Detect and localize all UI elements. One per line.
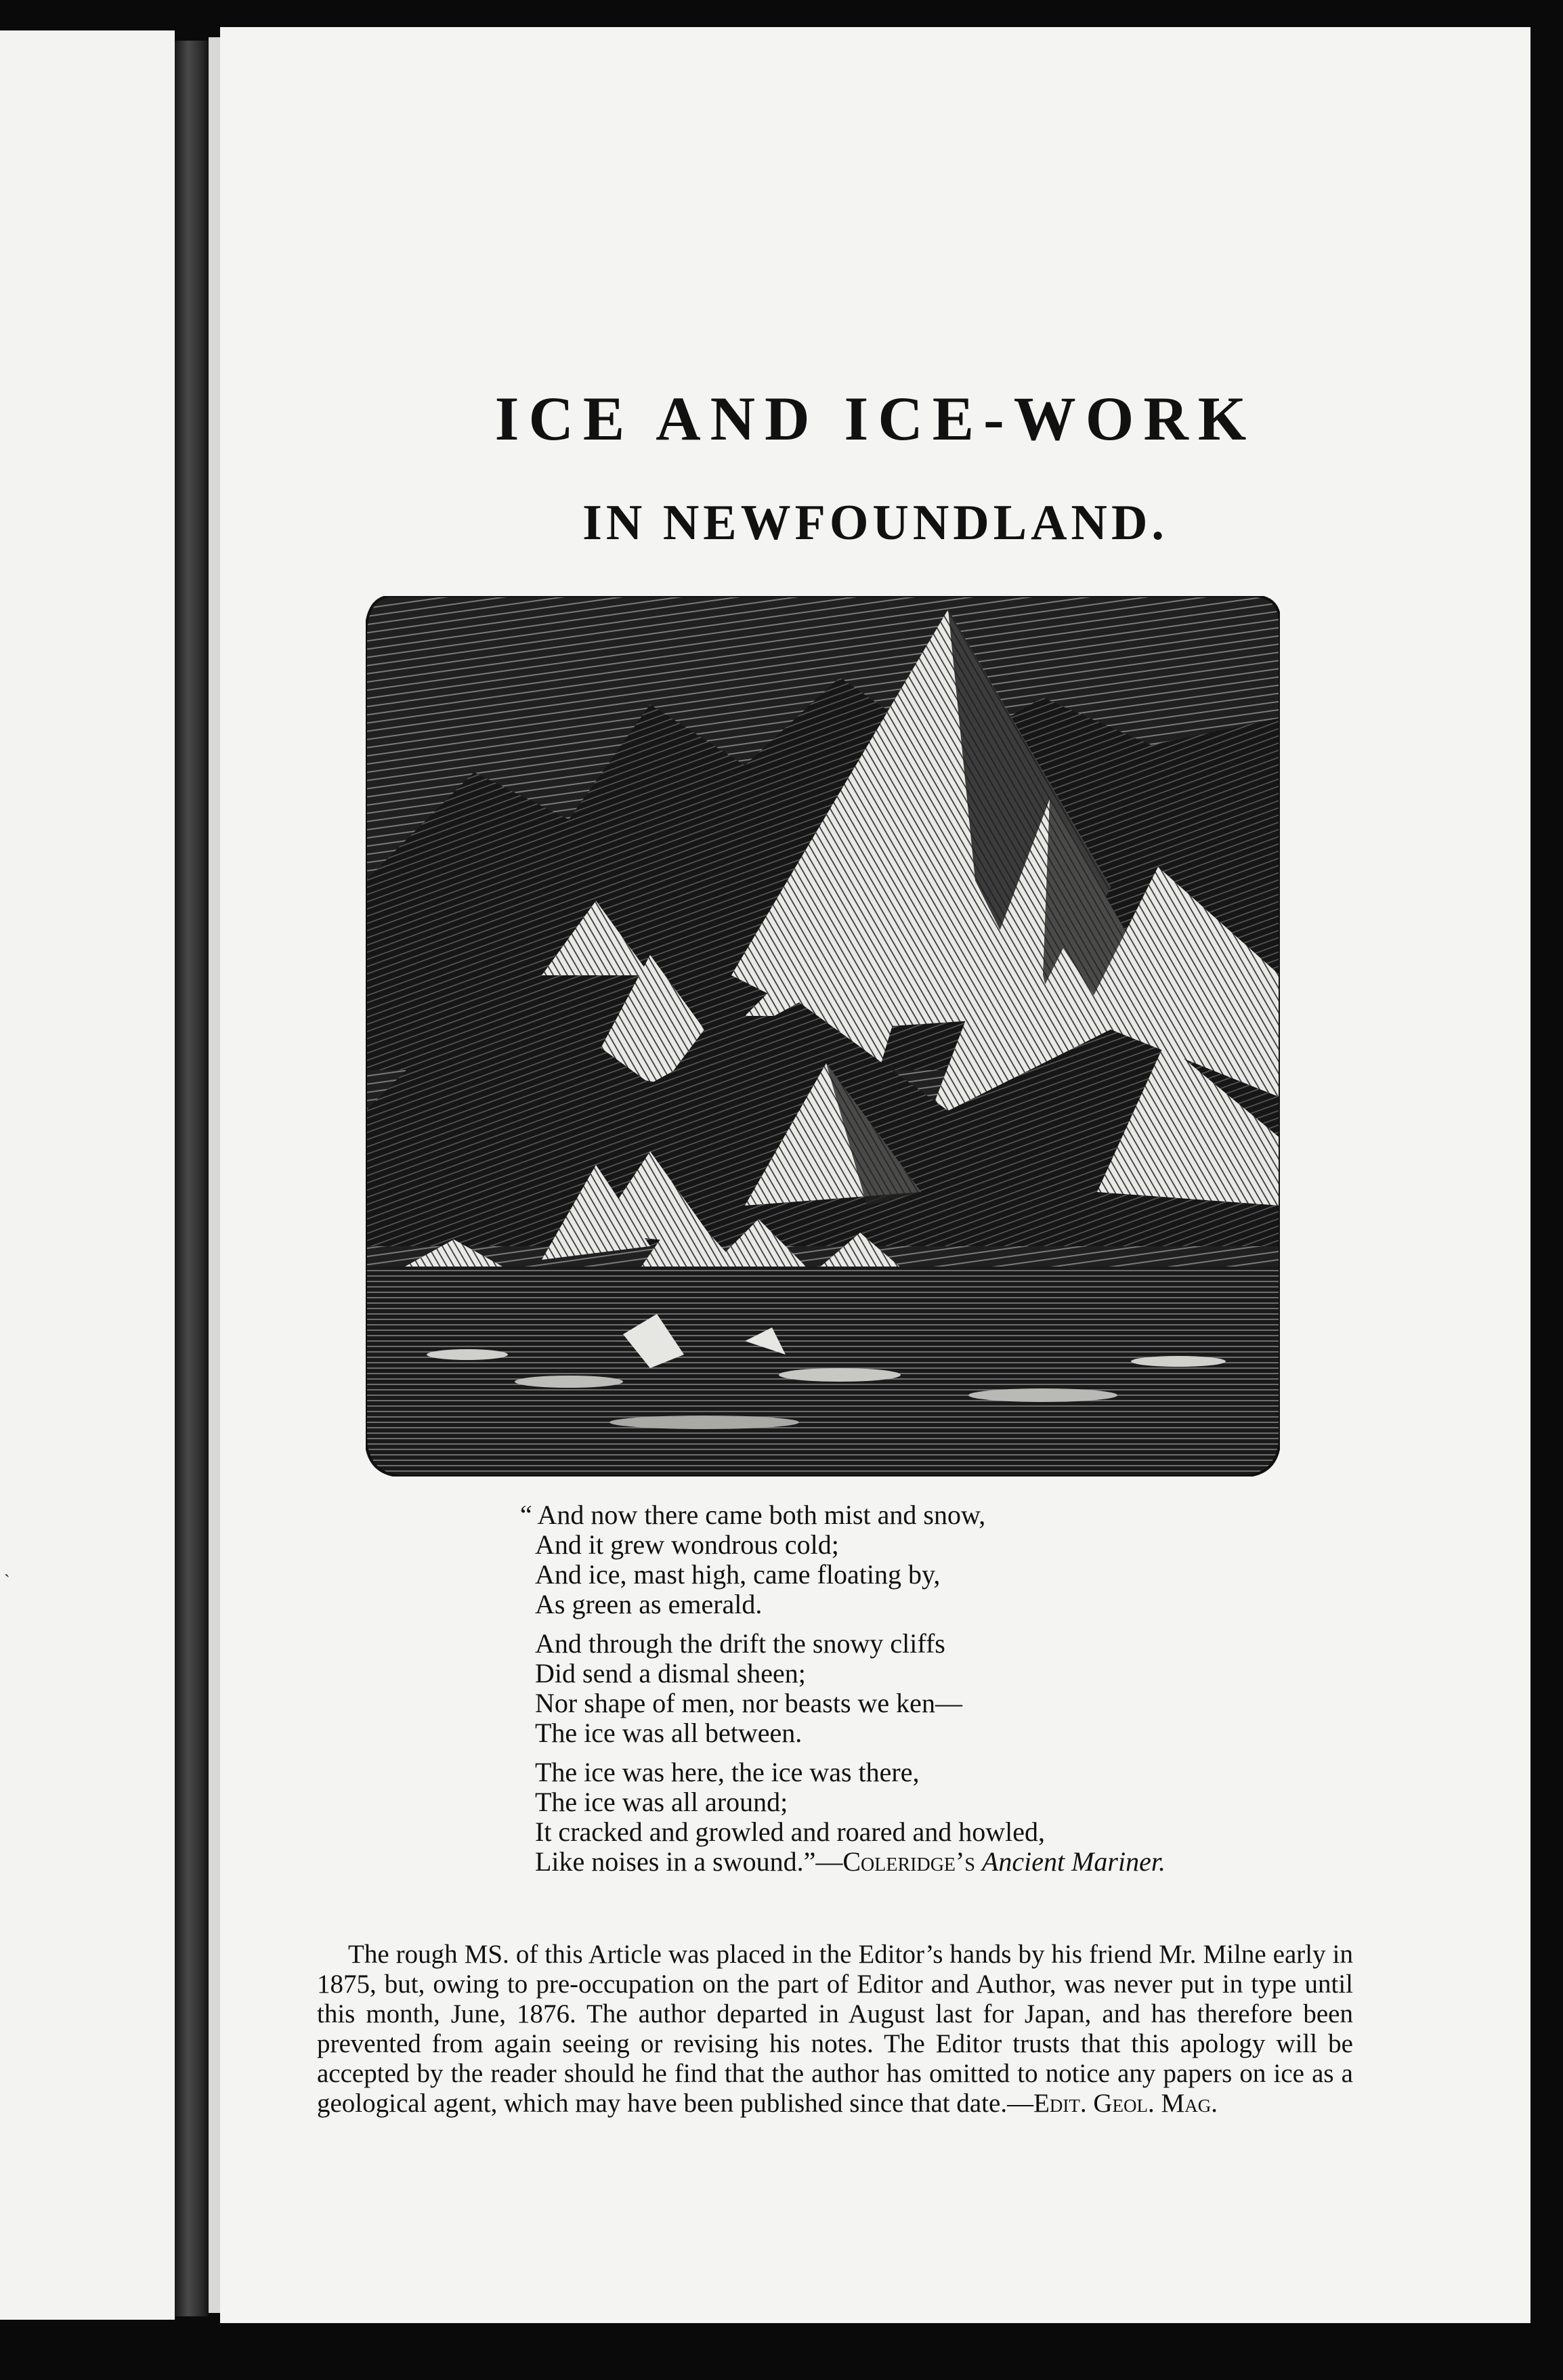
editor-note-text: The rough MS. of this Article was placed in the Editor’s hands by his friend Mr. Milne early in 1875, but, owing to pre-occupation on the part of Editor and Author, was never put in type until this month, June, 1876. The author departed in August last for Japan, and has therefore been prevented from again seeing or revising his notes. The Editor trusts that this apology will be accepted by the reader should he find that the author has omitted to notice any papers on ice as a geological agent, which may have been published since that date.— (317, 1940, 1353, 2118)
poem-last-line (535, 1847, 1415, 1877)
poem-line: It cracked and growled and roared and howled, (535, 1816, 1046, 1847)
margin-mark: ˏ (4, 1558, 10, 1577)
poem-line: The ice was here, the ice was there, (535, 1757, 920, 1787)
poem-line: And it grew wondrous cold; (535, 1529, 839, 1560)
poem-line: As green as emerald. (535, 1589, 763, 1619)
left-page (0, 30, 175, 2320)
poem-stanza (535, 1629, 1415, 1748)
poem-line: And ice, mast high, came floating by, (535, 1559, 941, 1590)
mountain-engraving (366, 596, 1280, 1476)
poem-line: The ice was all around; (535, 1787, 788, 1817)
editor-signature: Edit. Geol. Mag. (1033, 2089, 1218, 2118)
poem-line: Nor shape of men, nor beasts we ken— (535, 1688, 962, 1718)
poem-epigraph (520, 1500, 1415, 1886)
book-spine (175, 41, 209, 2316)
poem-stanza (535, 1758, 1415, 1877)
poem-attribution-work: Ancient Mariner. (981, 1846, 1165, 1877)
ice-mountains-illustration (366, 596, 1280, 1476)
poem-line: And through the drift the snowy cliffs (535, 1628, 945, 1659)
poem-line: “ And now there came both mist and snow, (520, 1500, 986, 1530)
poem-line-text: Like noises in a swound.”— (535, 1846, 843, 1877)
page-subtitle: IN NEWFOUNDLAND. (582, 495, 1168, 551)
poem-line: Did send a dismal sheen; (535, 1658, 806, 1688)
poem-line: The ice was all between. (535, 1718, 802, 1748)
page-title: ICE AND ICE-WORK (494, 384, 1256, 453)
poem-stanza (520, 1500, 1415, 1619)
editor-note (317, 1940, 1353, 2119)
poem-attribution-author: Coleridge’s (842, 1846, 975, 1877)
